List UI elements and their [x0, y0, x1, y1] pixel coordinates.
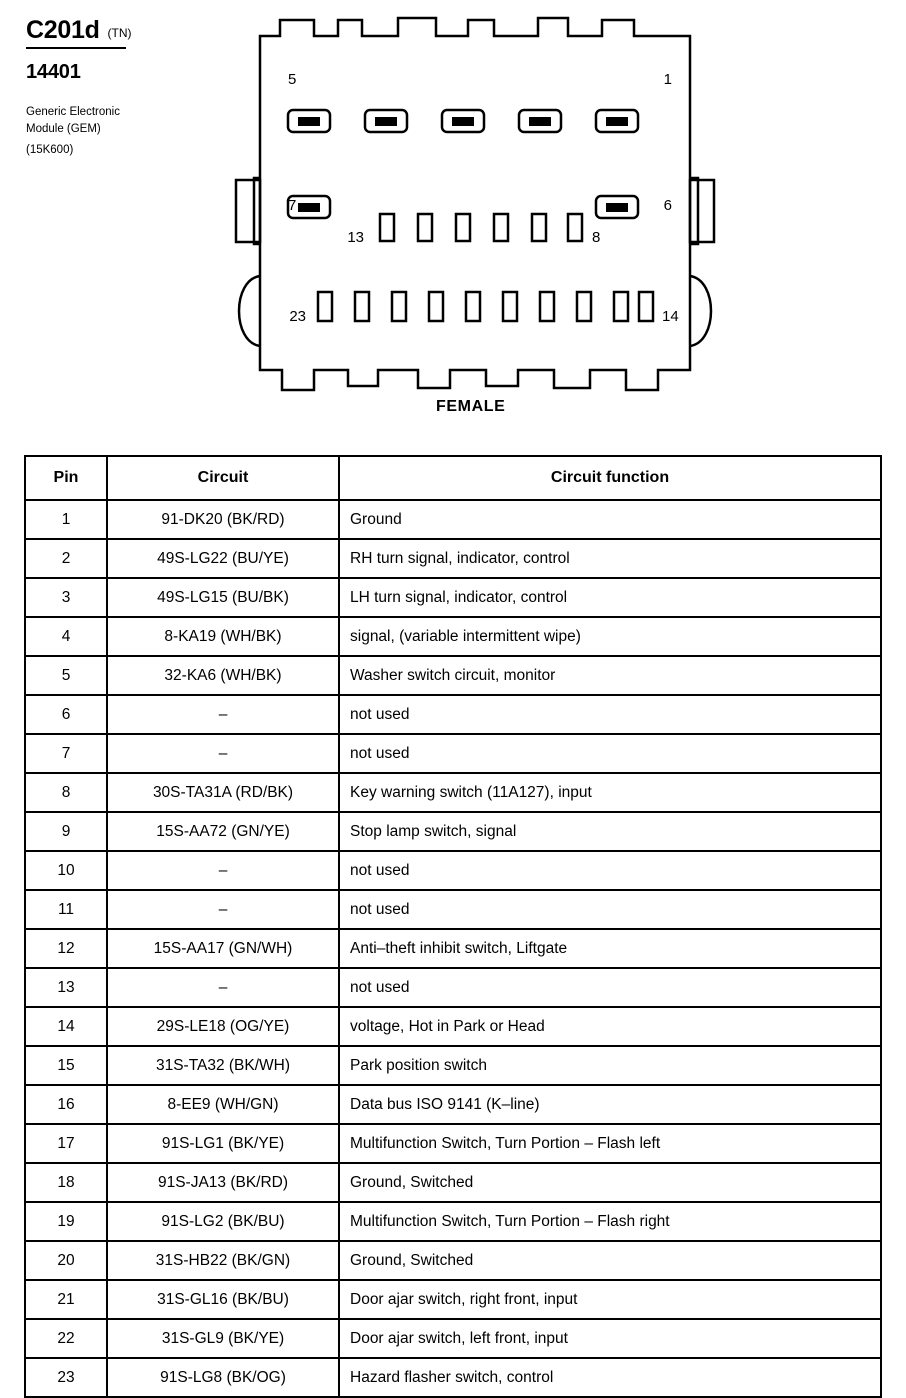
table-row: [25, 1358, 881, 1397]
table-row: [25, 1046, 881, 1085]
module-code: (15K600): [26, 144, 74, 157]
cell-pin: 19: [25, 1202, 107, 1241]
table-row: [25, 656, 881, 695]
cell-circuit: 15S-AA17 (GN/WH): [107, 929, 339, 968]
cell-circuit: 31S-GL16 (BK/BU): [107, 1280, 339, 1319]
cell-pin: 22: [25, 1319, 107, 1358]
cavity-row-middle-small: [380, 214, 582, 241]
cell-function: Ground, Switched: [339, 1241, 881, 1280]
cell-pin: 6: [25, 695, 107, 734]
cell-pin: 13: [25, 968, 107, 1007]
cell-circuit: 49S-LG15 (BU/BK): [107, 578, 339, 617]
table-header-row: [25, 456, 881, 500]
module-description-line-2: Module (GEM): [26, 122, 101, 135]
divider: [26, 47, 126, 49]
pin-marker-13: 13: [347, 229, 364, 246]
cell-function: signal, (variable intermittent wipe): [339, 617, 881, 656]
table-row: [25, 1007, 881, 1046]
cell-function: Multifunction Switch, Turn Portion – Flash left: [339, 1124, 881, 1163]
cell-function: not used: [339, 695, 881, 734]
table-row: [25, 1280, 881, 1319]
cell-function: not used: [339, 890, 881, 929]
cell-function: Washer switch circuit, monitor: [339, 656, 881, 695]
pin-marker-6: 6: [663, 197, 672, 214]
table-row: [25, 968, 881, 1007]
connector-id: C201d: [26, 16, 100, 44]
cell-circuit: 8-EE9 (WH/GN): [107, 1085, 339, 1124]
cell-function: voltage, Hot in Park or Head: [339, 1007, 881, 1046]
cell-function: Ground, Switched: [339, 1163, 881, 1202]
table-row: [25, 617, 881, 656]
cell-function: Stop lamp switch, signal: [339, 812, 881, 851]
cell-function: not used: [339, 734, 881, 773]
pin-marker-1: 1: [663, 71, 672, 88]
cell-circuit: –: [107, 890, 339, 929]
table-row: [25, 773, 881, 812]
cell-pin: 4: [25, 617, 107, 656]
cell-circuit: 31S-GL9 (BK/YE): [107, 1319, 339, 1358]
cell-pin: 5: [25, 656, 107, 695]
pin-marker-5: 5: [288, 71, 297, 88]
table-row: [25, 578, 881, 617]
connector-header: [26, 18, 226, 156]
connector-right-latch: [690, 276, 711, 346]
cell-function: Hazard flasher switch, control: [339, 1358, 881, 1397]
cell-pin: 11: [25, 890, 107, 929]
cell-circuit: 8-KA19 (WH/BK): [107, 617, 339, 656]
cell-circuit: –: [107, 695, 339, 734]
table-row: [25, 1241, 881, 1280]
cell-function: Multifunction Switch, Turn Portion – Flash right: [339, 1202, 881, 1241]
cell-function: not used: [339, 968, 881, 1007]
cell-circuit: 30S-TA31A (RD/BK): [107, 773, 339, 812]
cell-pin: 10: [25, 851, 107, 890]
cell-circuit: –: [107, 851, 339, 890]
module-description: [26, 104, 226, 137]
cell-circuit: 91-DK20 (BK/RD): [107, 500, 339, 539]
cell-pin: 20: [25, 1241, 107, 1280]
table-row: [25, 500, 881, 539]
table-row: [25, 812, 881, 851]
connector-left-tab: [236, 180, 260, 242]
cell-pin: 8: [25, 773, 107, 812]
cell-circuit: 49S-LG22 (BU/YE): [107, 539, 339, 578]
pin-marker-7: 7: [288, 197, 297, 214]
connector-left-latch: [239, 276, 260, 346]
table-row: [25, 851, 881, 890]
cell-pin: 18: [25, 1163, 107, 1202]
cell-pin: 23: [25, 1358, 107, 1397]
cell-function: Anti–theft inhibit switch, Liftgate: [339, 929, 881, 968]
cell-function: Ground: [339, 500, 881, 539]
module-description-line-1: Generic Electronic: [26, 106, 120, 118]
table-row: [25, 1163, 881, 1202]
cell-circuit: –: [107, 968, 339, 1007]
column-header-circuit: Circuit: [107, 456, 339, 500]
cell-function: RH turn signal, indicator, control: [339, 539, 881, 578]
cell-circuit: 32-KA6 (WH/BK): [107, 656, 339, 695]
table-row: [25, 1085, 881, 1124]
connector-gender-label: FEMALE: [436, 398, 506, 415]
pin-table-container: [24, 455, 882, 1398]
table-row: [25, 734, 881, 773]
table-row: [25, 1319, 881, 1358]
pin-marker-14: 14: [662, 308, 679, 325]
cell-circuit: –: [107, 734, 339, 773]
cell-circuit: 15S-AA72 (GN/YE): [107, 812, 339, 851]
cell-pin: 9: [25, 812, 107, 851]
pin-table: [24, 455, 882, 1398]
cell-pin: 15: [25, 1046, 107, 1085]
cell-pin: 21: [25, 1280, 107, 1319]
cell-function: LH turn signal, indicator, control: [339, 578, 881, 617]
connector-id-row: [26, 18, 226, 43]
connector-color-code: (TN): [107, 26, 132, 40]
table-row: [25, 890, 881, 929]
cell-circuit: 31S-TA32 (BK/WH): [107, 1046, 339, 1085]
cell-pin: 12: [25, 929, 107, 968]
column-header-circuit-function: Circuit function: [339, 456, 881, 500]
cell-pin: 2: [25, 539, 107, 578]
table-row: [25, 695, 881, 734]
cell-pin: 17: [25, 1124, 107, 1163]
pin-marker-8: 8: [592, 229, 601, 246]
table-row: [25, 1202, 881, 1241]
cell-circuit: 29S-LE18 (OG/YE): [107, 1007, 339, 1046]
cell-pin: 7: [25, 734, 107, 773]
part-number: 14401: [26, 61, 81, 83]
cell-circuit: 91S-LG1 (BK/YE): [107, 1124, 339, 1163]
cell-pin: 3: [25, 578, 107, 617]
cell-function: Key warning switch (11A127), input: [339, 773, 881, 812]
cell-function: Data bus ISO 9141 (K–line): [339, 1085, 881, 1124]
cell-pin: 1: [25, 500, 107, 539]
table-row: [25, 539, 881, 578]
cavity-row-bottom: [318, 292, 653, 321]
cell-function: not used: [339, 851, 881, 890]
cell-circuit: 91S-LG2 (BK/BU): [107, 1202, 339, 1241]
connector-right-tab: [690, 180, 714, 242]
cell-circuit: 91S-LG8 (BK/OG): [107, 1358, 339, 1397]
cell-function: Park position switch: [339, 1046, 881, 1085]
pin-marker-23: 23: [289, 308, 306, 325]
cell-function: Door ajar switch, right front, input: [339, 1280, 881, 1319]
cavity-row-top: [288, 110, 638, 132]
column-header-pin: Pin: [25, 456, 107, 500]
cell-circuit: 31S-HB22 (BK/GN): [107, 1241, 339, 1280]
cell-circuit: 91S-JA13 (BK/RD): [107, 1163, 339, 1202]
connector-svg: [228, 14, 773, 414]
table-row: [25, 929, 881, 968]
cell-pin: 16: [25, 1085, 107, 1124]
cell-pin: 14: [25, 1007, 107, 1046]
table-row: [25, 1124, 881, 1163]
connector-diagram: [228, 14, 773, 414]
cell-function: Door ajar switch, left front, input: [339, 1319, 881, 1358]
